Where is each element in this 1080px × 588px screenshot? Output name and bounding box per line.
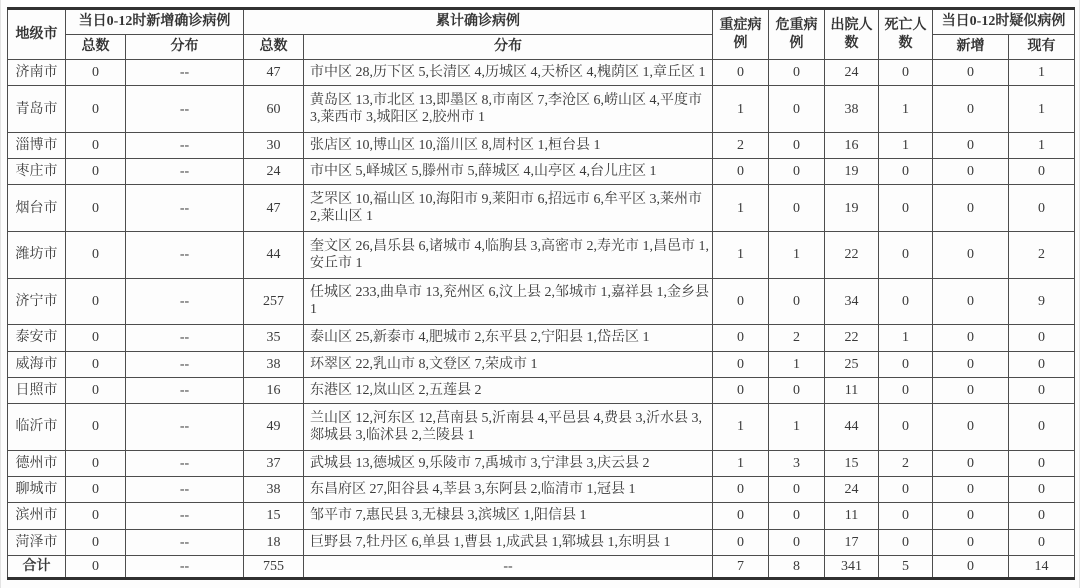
- discharged-cell: 34: [825, 278, 879, 325]
- header-suspected-new: 新增: [933, 35, 1009, 60]
- new-distribution-cell: --: [126, 60, 244, 86]
- deaths-cell: 0: [879, 159, 933, 185]
- header-new-distribution: 分布: [126, 35, 244, 60]
- critical-cases-cell: 0: [769, 159, 825, 185]
- table-header: [8, 9, 1075, 60]
- suspected-new-cell: 0: [933, 404, 1009, 451]
- table-footer: [8, 556, 1075, 579]
- city-row: [8, 450, 1075, 476]
- suspected-new-cell: 0: [933, 477, 1009, 503]
- suspected-existing-cell: 1: [1009, 60, 1075, 86]
- city-row: [8, 325, 1075, 351]
- discharged-cell: 24: [825, 60, 879, 86]
- new-total-cell: 0: [66, 132, 126, 158]
- suspected-existing-cell: 9: [1009, 278, 1075, 325]
- cumulative-distribution-cell: 环翠区 22,乳山市 8,文登区 7,荣成市 1: [304, 351, 713, 377]
- city-name-cell: 菏泽市: [8, 529, 66, 555]
- cumulative-distribution-cell: 东港区 12,岚山区 2,五莲县 2: [304, 377, 713, 403]
- covid-cases-table: [7, 7, 1075, 580]
- new-total-cell: 0: [66, 86, 126, 133]
- total-severe-cell: 7: [713, 556, 769, 579]
- cumulative-total-cell: 16: [244, 377, 304, 403]
- total-discharged-cell: 341: [825, 556, 879, 579]
- suspected-existing-cell: 0: [1009, 351, 1075, 377]
- city-row: [8, 477, 1075, 503]
- severe-cases-cell: 0: [713, 159, 769, 185]
- discharged-cell: 11: [825, 377, 879, 403]
- city-row: [8, 278, 1075, 325]
- new-distribution-cell: --: [126, 86, 244, 133]
- cumulative-distribution-cell: 市中区 28,历下区 5,长清区 4,历城区 4,天桥区 4,槐荫区 1,章丘区 1: [304, 60, 713, 86]
- city-row: [8, 159, 1075, 185]
- total-suspected-new-cell: 0: [933, 556, 1009, 579]
- city-name-cell: 潍坊市: [8, 232, 66, 279]
- deaths-cell: 0: [879, 404, 933, 451]
- new-distribution-cell: --: [126, 185, 244, 232]
- suspected-new-cell: 0: [933, 132, 1009, 158]
- city-name-cell: 烟台市: [8, 185, 66, 232]
- cumulative-distribution-cell: 市中区 5,峄城区 5,滕州市 5,薛城区 4,山亭区 4,台儿庄区 1: [304, 159, 713, 185]
- cumulative-distribution-cell: 张店区 10,博山区 10,淄川区 8,周村区 1,桓台县 1: [304, 132, 713, 158]
- deaths-cell: 1: [879, 325, 933, 351]
- header-suspected-group: 当日0-12时疑似病例: [933, 9, 1075, 35]
- new-distribution-cell: --: [126, 132, 244, 158]
- critical-cases-cell: 0: [769, 529, 825, 555]
- cumulative-total-cell: 30: [244, 132, 304, 158]
- suspected-new-cell: 0: [933, 503, 1009, 529]
- new-distribution-cell: --: [126, 325, 244, 351]
- cumulative-total-cell: 44: [244, 232, 304, 279]
- severe-cases-cell: 0: [713, 325, 769, 351]
- cumulative-distribution-cell: 武城县 13,德城区 9,乐陵市 7,禹城市 3,宁津县 3,庆云县 2: [304, 450, 713, 476]
- deaths-cell: 0: [879, 232, 933, 279]
- city-name-cell: 济南市: [8, 60, 66, 86]
- severe-cases-cell: 1: [713, 450, 769, 476]
- city-name-cell: 枣庄市: [8, 159, 66, 185]
- cumulative-total-cell: 35: [244, 325, 304, 351]
- deaths-cell: 0: [879, 278, 933, 325]
- cumulative-total-cell: 49: [244, 404, 304, 451]
- critical-cases-cell: 3: [769, 450, 825, 476]
- severe-cases-cell: 1: [713, 232, 769, 279]
- new-distribution-cell: --: [126, 450, 244, 476]
- discharged-cell: 38: [825, 86, 879, 133]
- discharged-cell: 44: [825, 404, 879, 451]
- suspected-new-cell: 0: [933, 278, 1009, 325]
- severe-cases-cell: 0: [713, 503, 769, 529]
- critical-cases-cell: 2: [769, 325, 825, 351]
- suspected-new-cell: 0: [933, 325, 1009, 351]
- city-name-cell: 聊城市: [8, 477, 66, 503]
- suspected-existing-cell: 1: [1009, 132, 1075, 158]
- city-row: [8, 185, 1075, 232]
- suspected-existing-cell: 1: [1009, 86, 1075, 133]
- suspected-new-cell: 0: [933, 60, 1009, 86]
- cumulative-distribution-cell: 奎文区 26,昌乐县 6,诸城市 4,临朐县 3,高密市 2,寿光市 1,昌邑市 1,安丘市 1: [304, 232, 713, 279]
- deaths-cell: 0: [879, 529, 933, 555]
- total-row-label: 合计: [8, 556, 66, 579]
- header-new-total: 总数: [66, 35, 126, 60]
- total-new-total-cell: 0: [66, 556, 126, 579]
- severe-cases-cell: 1: [713, 185, 769, 232]
- severe-cases-cell: 0: [713, 377, 769, 403]
- total-cumulative-distribution-cell: --: [304, 556, 713, 579]
- suspected-existing-cell: 0: [1009, 450, 1075, 476]
- cumulative-distribution-cell: 黄岛区 13,市北区 13,即墨区 8,市南区 7,李沧区 6,崂山区 4,平度市 3,莱西市 3,城阳区 2,胶州市 1: [304, 86, 713, 133]
- cumulative-distribution-cell: 任城区 233,曲阜市 13,兖州区 6,汶上县 2,邹城市 1,嘉祥县 1,金乡县 1: [304, 278, 713, 325]
- discharged-cell: 11: [825, 503, 879, 529]
- critical-cases-cell: 0: [769, 278, 825, 325]
- discharged-cell: 25: [825, 351, 879, 377]
- total-suspected-existing-cell: 14: [1009, 556, 1075, 579]
- critical-cases-cell: 1: [769, 404, 825, 451]
- city-name-cell: 青岛市: [8, 86, 66, 133]
- severe-cases-cell: 1: [713, 404, 769, 451]
- severe-cases-cell: 0: [713, 529, 769, 555]
- cumulative-total-cell: 257: [244, 278, 304, 325]
- suspected-existing-cell: 0: [1009, 503, 1075, 529]
- city-name-cell: 济宁市: [8, 278, 66, 325]
- new-distribution-cell: --: [126, 529, 244, 555]
- deaths-cell: 0: [879, 185, 933, 232]
- header-new-confirmed-group: 当日0-12时新增确诊病例: [66, 9, 244, 35]
- new-total-cell: 0: [66, 325, 126, 351]
- total-new-distribution-cell: --: [126, 556, 244, 579]
- new-distribution-cell: --: [126, 377, 244, 403]
- deaths-cell: 0: [879, 503, 933, 529]
- deaths-cell: 0: [879, 477, 933, 503]
- discharged-cell: 16: [825, 132, 879, 158]
- header-cumulative-total: 总数: [244, 35, 304, 60]
- header-cumulative-group: 累计确诊病例: [244, 9, 713, 35]
- new-total-cell: 0: [66, 529, 126, 555]
- new-total-cell: 0: [66, 60, 126, 86]
- severe-cases-cell: 1: [713, 86, 769, 133]
- new-total-cell: 0: [66, 185, 126, 232]
- city-name-cell: 泰安市: [8, 325, 66, 351]
- cumulative-distribution-cell: 泰山区 25,新泰市 4,肥城市 2,东平县 2,宁阳县 1,岱岳区 1: [304, 325, 713, 351]
- city-row: [8, 377, 1075, 403]
- city-name-cell: 滨州市: [8, 503, 66, 529]
- new-total-cell: 0: [66, 278, 126, 325]
- suspected-new-cell: 0: [933, 377, 1009, 403]
- city-name-cell: 德州市: [8, 450, 66, 476]
- suspected-existing-cell: 0: [1009, 529, 1075, 555]
- new-total-cell: 0: [66, 232, 126, 279]
- critical-cases-cell: 1: [769, 232, 825, 279]
- severe-cases-cell: 0: [713, 477, 769, 503]
- discharged-cell: 19: [825, 185, 879, 232]
- critical-cases-cell: 0: [769, 60, 825, 86]
- header-discharged: 出院人数: [825, 9, 879, 60]
- cumulative-distribution-cell: 兰山区 12,河东区 12,莒南县 5,沂南县 4,平邑县 4,费县 3,沂水县 3,郯城县 3,临沭县 2,兰陵县 1: [304, 404, 713, 451]
- new-total-cell: 0: [66, 404, 126, 451]
- deaths-cell: 1: [879, 86, 933, 133]
- critical-cases-cell: 0: [769, 86, 825, 133]
- header-critical: 危重病例: [769, 9, 825, 60]
- suspected-new-cell: 0: [933, 450, 1009, 476]
- new-distribution-cell: --: [126, 503, 244, 529]
- new-total-cell: 0: [66, 450, 126, 476]
- suspected-new-cell: 0: [933, 185, 1009, 232]
- suspected-new-cell: 0: [933, 86, 1009, 133]
- discharged-cell: 22: [825, 325, 879, 351]
- total-deaths-cell: 5: [879, 556, 933, 579]
- new-distribution-cell: --: [126, 159, 244, 185]
- new-distribution-cell: --: [126, 404, 244, 451]
- suspected-existing-cell: 0: [1009, 159, 1075, 185]
- total-row: [8, 556, 1075, 579]
- suspected-new-cell: 0: [933, 159, 1009, 185]
- discharged-cell: 15: [825, 450, 879, 476]
- city-name-cell: 日照市: [8, 377, 66, 403]
- critical-cases-cell: 0: [769, 132, 825, 158]
- deaths-cell: 0: [879, 60, 933, 86]
- header-row-groups: [8, 9, 1075, 35]
- new-total-cell: 0: [66, 159, 126, 185]
- deaths-cell: 2: [879, 450, 933, 476]
- severe-cases-cell: 0: [713, 351, 769, 377]
- city-name-cell: 威海市: [8, 351, 66, 377]
- suspected-existing-cell: 0: [1009, 185, 1075, 232]
- discharged-cell: 22: [825, 232, 879, 279]
- critical-cases-cell: 0: [769, 377, 825, 403]
- cumulative-total-cell: 18: [244, 529, 304, 555]
- suspected-existing-cell: 0: [1009, 404, 1075, 451]
- severe-cases-cell: 0: [713, 278, 769, 325]
- city-row: [8, 86, 1075, 133]
- cumulative-total-cell: 37: [244, 450, 304, 476]
- severe-cases-cell: 0: [713, 60, 769, 86]
- total-critical-cell: 8: [769, 556, 825, 579]
- header-suspected-existing: 现有: [1009, 35, 1075, 60]
- city-name-cell: 临沂市: [8, 404, 66, 451]
- city-row: [8, 351, 1075, 377]
- suspected-existing-cell: 0: [1009, 377, 1075, 403]
- cumulative-total-cell: 15: [244, 503, 304, 529]
- header-city: 地级市: [8, 9, 66, 60]
- city-row: [8, 60, 1075, 86]
- city-row: [8, 529, 1075, 555]
- new-distribution-cell: --: [126, 351, 244, 377]
- critical-cases-cell: 0: [769, 185, 825, 232]
- city-row: [8, 503, 1075, 529]
- suspected-existing-cell: 2: [1009, 232, 1075, 279]
- discharged-cell: 24: [825, 477, 879, 503]
- city-row: [8, 232, 1075, 279]
- cumulative-total-cell: 47: [244, 60, 304, 86]
- critical-cases-cell: 0: [769, 503, 825, 529]
- city-row: [8, 132, 1075, 158]
- cumulative-distribution-cell: 芝罘区 10,福山区 10,海阳市 9,莱阳市 6,招远市 6,牟平区 3,莱州市 2,莱山区 1: [304, 185, 713, 232]
- cumulative-total-cell: 60: [244, 86, 304, 133]
- suspected-existing-cell: 0: [1009, 477, 1075, 503]
- total-cumulative-total-cell: 755: [244, 556, 304, 579]
- new-distribution-cell: --: [126, 477, 244, 503]
- new-total-cell: 0: [66, 377, 126, 403]
- city-row: [8, 404, 1075, 451]
- table-body: [8, 60, 1075, 556]
- discharged-cell: 17: [825, 529, 879, 555]
- cumulative-total-cell: 38: [244, 351, 304, 377]
- cumulative-total-cell: 24: [244, 159, 304, 185]
- cumulative-total-cell: 38: [244, 477, 304, 503]
- header-cumulative-distribution: 分布: [304, 35, 713, 60]
- suspected-new-cell: 0: [933, 351, 1009, 377]
- critical-cases-cell: 1: [769, 351, 825, 377]
- cumulative-distribution-cell: 东昌府区 27,阳谷县 4,莘县 3,东阿县 2,临清市 1,冠县 1: [304, 477, 713, 503]
- new-total-cell: 0: [66, 503, 126, 529]
- suspected-new-cell: 0: [933, 232, 1009, 279]
- new-distribution-cell: --: [126, 278, 244, 325]
- header-deaths: 死亡人数: [879, 9, 933, 60]
- suspected-new-cell: 0: [933, 529, 1009, 555]
- deaths-cell: 1: [879, 132, 933, 158]
- new-total-cell: 0: [66, 351, 126, 377]
- discharged-cell: 19: [825, 159, 879, 185]
- deaths-cell: 0: [879, 377, 933, 403]
- critical-cases-cell: 0: [769, 477, 825, 503]
- city-name-cell: 淄博市: [8, 132, 66, 158]
- deaths-cell: 0: [879, 351, 933, 377]
- cumulative-distribution-cell: 邹平市 7,惠民县 3,无棣县 3,滨城区 1,阳信县 1: [304, 503, 713, 529]
- header-severe: 重症病例: [713, 9, 769, 60]
- new-total-cell: 0: [66, 477, 126, 503]
- suspected-existing-cell: 0: [1009, 325, 1075, 351]
- new-distribution-cell: --: [126, 232, 244, 279]
- severe-cases-cell: 2: [713, 132, 769, 158]
- cumulative-total-cell: 47: [244, 185, 304, 232]
- cumulative-distribution-cell: 巨野县 7,牡丹区 6,单县 1,曹县 1,成武县 1,郓城县 1,东明县 1: [304, 529, 713, 555]
